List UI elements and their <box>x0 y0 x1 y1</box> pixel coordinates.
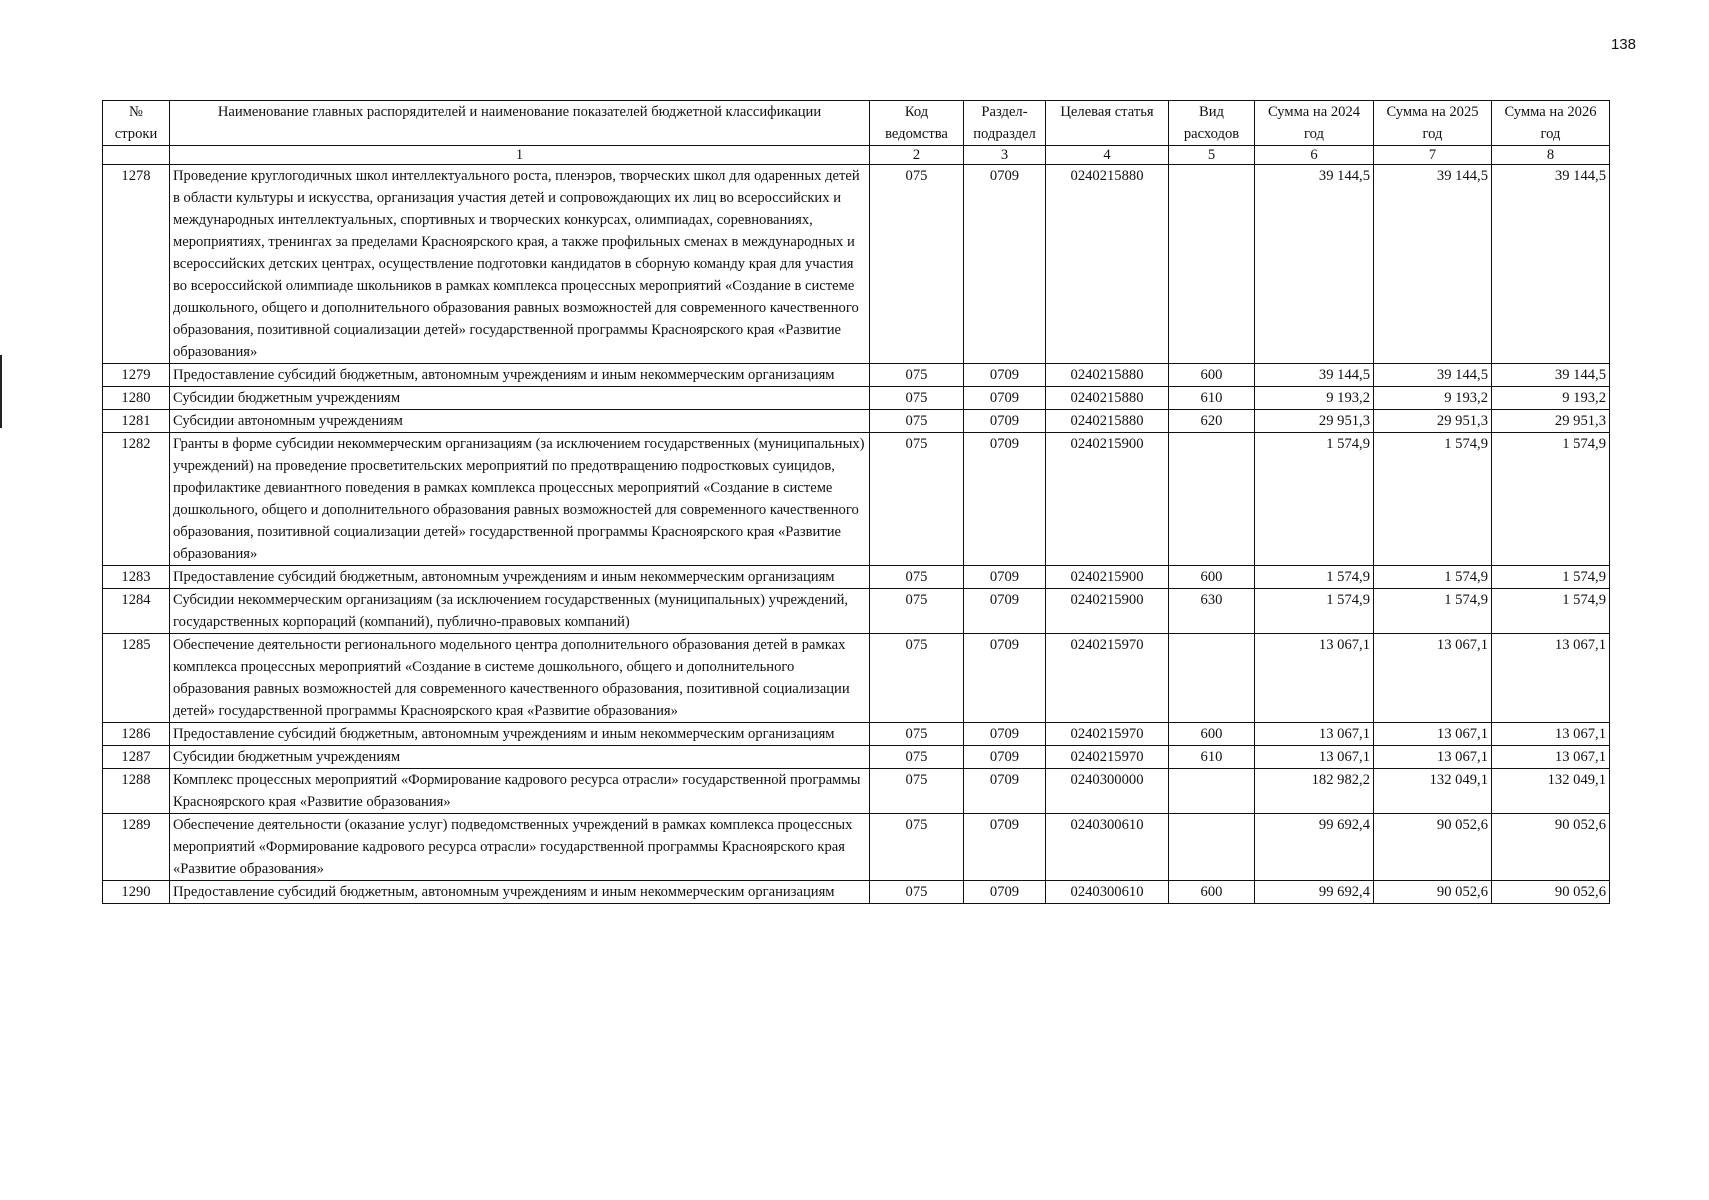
row-section: 0709 <box>964 433 1046 566</box>
row-expense-type: 610 <box>1169 746 1255 769</box>
row-expense-type <box>1169 814 1255 881</box>
row-sum-2024: 39 144,5 <box>1255 364 1374 387</box>
row-sum-2024: 9 193,2 <box>1255 387 1374 410</box>
colnum-4: 4 <box>1046 146 1169 165</box>
row-number: 1288 <box>103 769 170 814</box>
row-section: 0709 <box>964 364 1046 387</box>
row-expense-type: 600 <box>1169 566 1255 589</box>
row-target-item: 0240215880 <box>1046 410 1169 433</box>
row-expense-type <box>1169 433 1255 566</box>
row-name: Комплекс процессных мероприятий «Формирование кадрового ресурса отрасли» государственной программы Красноярского края «Развитие образования» <box>170 769 870 814</box>
table-row <box>103 723 1610 746</box>
row-sum-2026: 1 574,9 <box>1492 433 1610 566</box>
row-target-item: 0240215900 <box>1046 589 1169 634</box>
row-number: 1284 <box>103 589 170 634</box>
row-sum-2026: 29 951,3 <box>1492 410 1610 433</box>
row-sum-2026: 132 049,1 <box>1492 769 1610 814</box>
table-row <box>103 387 1610 410</box>
row-sum-2024: 99 692,4 <box>1255 814 1374 881</box>
colnum-5: 5 <box>1169 146 1255 165</box>
table-header <box>103 101 1610 165</box>
row-dept-code: 075 <box>870 881 964 904</box>
row-target-item: 0240215900 <box>1046 433 1169 566</box>
row-number: 1280 <box>103 387 170 410</box>
row-sum-2025: 90 052,6 <box>1374 881 1492 904</box>
row-target-item: 0240300000 <box>1046 769 1169 814</box>
row-name: Субсидии бюджетным учреждениям <box>170 746 870 769</box>
row-target-item: 0240215880 <box>1046 165 1169 364</box>
table-row <box>103 634 1610 723</box>
row-sum-2026: 90 052,6 <box>1492 814 1610 881</box>
row-name: Гранты в форме субсидии некоммерческим организациям (за исключением государственных (муниципальных) учреждений) на проведение просветительских мероприятий по предотвращению подростковых суицидов, профилактике девиантного поведения в рамках комплекса процессных мероприятий «Создание в системе дошкольного, общего и дополнительного образования равных возможностей для современного качественного образования, позитивной социализации детей» государственной программы Красноярского края «Развитие образования» <box>170 433 870 566</box>
row-sum-2024: 13 067,1 <box>1255 723 1374 746</box>
row-number: 1281 <box>103 410 170 433</box>
table-row <box>103 410 1610 433</box>
header-sum-2024: Сумма на 2024 год <box>1255 101 1374 146</box>
table-row <box>103 881 1610 904</box>
row-sum-2024: 13 067,1 <box>1255 746 1374 769</box>
table-row <box>103 165 1610 364</box>
header-row-no: № строки <box>103 101 170 146</box>
row-number: 1289 <box>103 814 170 881</box>
row-expense-type <box>1169 769 1255 814</box>
row-expense-type: 600 <box>1169 364 1255 387</box>
row-name: Обеспечение деятельности (оказание услуг) подведомственных учреждений в рамках комплекса процессных мероприятий «Формирование кадрового ресурса отрасли» государственной программы Красноярского края «Развитие образования» <box>170 814 870 881</box>
colnum-2: 2 <box>870 146 964 165</box>
row-target-item: 0240215880 <box>1046 387 1169 410</box>
row-sum-2025: 1 574,9 <box>1374 566 1492 589</box>
margin-mark <box>0 355 2 428</box>
row-number: 1285 <box>103 634 170 723</box>
row-name: Обеспечение деятельности регионального модельного центра дополнительного образования детей в рамках комплекса процессных мероприятий «Создание в системе дошкольного, общего и дополнительного образования равных возможностей для современного качественного образования, позитивной социализации детей» государственной программы Красноярского края «Развитие образования» <box>170 634 870 723</box>
row-sum-2024: 29 951,3 <box>1255 410 1374 433</box>
row-sum-2026: 13 067,1 <box>1492 746 1610 769</box>
row-section: 0709 <box>964 814 1046 881</box>
row-section: 0709 <box>964 746 1046 769</box>
row-target-item: 0240215970 <box>1046 746 1169 769</box>
row-sum-2026: 1 574,9 <box>1492 566 1610 589</box>
row-sum-2024: 1 574,9 <box>1255 566 1374 589</box>
row-expense-type: 600 <box>1169 723 1255 746</box>
row-sum-2025: 13 067,1 <box>1374 634 1492 723</box>
row-number: 1278 <box>103 165 170 364</box>
table-body <box>103 165 1610 904</box>
row-dept-code: 075 <box>870 433 964 566</box>
row-target-item: 0240215900 <box>1046 566 1169 589</box>
row-sum-2025: 13 067,1 <box>1374 723 1492 746</box>
header-dept-code: Код ведомства <box>870 101 964 146</box>
row-name: Предоставление субсидий бюджетным, автономным учреждениям и иным некоммерческим организациям <box>170 723 870 746</box>
row-sum-2026: 39 144,5 <box>1492 165 1610 364</box>
row-sum-2024: 1 574,9 <box>1255 589 1374 634</box>
row-sum-2025: 29 951,3 <box>1374 410 1492 433</box>
row-sum-2024: 99 692,4 <box>1255 881 1374 904</box>
table-row <box>103 589 1610 634</box>
row-target-item: 0240215970 <box>1046 634 1169 723</box>
colnum-1: 1 <box>170 146 870 165</box>
row-section: 0709 <box>964 769 1046 814</box>
row-sum-2026: 13 067,1 <box>1492 723 1610 746</box>
row-expense-type <box>1169 634 1255 723</box>
row-sum-2025: 39 144,5 <box>1374 165 1492 364</box>
row-section: 0709 <box>964 589 1046 634</box>
row-sum-2024: 39 144,5 <box>1255 165 1374 364</box>
row-number: 1287 <box>103 746 170 769</box>
row-sum-2025: 39 144,5 <box>1374 364 1492 387</box>
row-dept-code: 075 <box>870 634 964 723</box>
row-dept-code: 075 <box>870 589 964 634</box>
row-section: 0709 <box>964 566 1046 589</box>
row-number: 1290 <box>103 881 170 904</box>
colnum-6: 6 <box>1255 146 1374 165</box>
row-sum-2026: 1 574,9 <box>1492 589 1610 634</box>
row-sum-2026: 13 067,1 <box>1492 634 1610 723</box>
row-number: 1282 <box>103 433 170 566</box>
row-target-item: 0240300610 <box>1046 814 1169 881</box>
table-row <box>103 566 1610 589</box>
table-row <box>103 433 1610 566</box>
table-row <box>103 814 1610 881</box>
row-name: Субсидии автономным учреждениям <box>170 410 870 433</box>
header-row <box>103 101 1610 146</box>
row-name: Проведение круглогодичных школ интеллектуального роста, пленэров, творческих школ для одаренных детей в области культуры и искусства, организация участия детей и сопровождающих их лиц во всероссийских и международных интеллектуальных, спортивных и творческих конкурсах, олимпиадах, соревнованиях, мероприятиях, тренингах за пределами Красноярского края, а также профильных сменах в международных и всероссийских детских центрах, осуществление подготовки кандидатов в сборную команду края для участия во всероссийской олимпиаде школьников в рамках комплекса процессных мероприятий «Создание в системе дошкольного, общего и дополнительного образования равных возможностей для современного качественного образования, позитивной социализации детей» государственной программы Красноярского края «Развитие образования» <box>170 165 870 364</box>
table-row <box>103 364 1610 387</box>
row-section: 0709 <box>964 165 1046 364</box>
row-sum-2025: 1 574,9 <box>1374 589 1492 634</box>
row-section: 0709 <box>964 387 1046 410</box>
row-number: 1283 <box>103 566 170 589</box>
row-sum-2024: 13 067,1 <box>1255 634 1374 723</box>
table-row <box>103 769 1610 814</box>
row-dept-code: 075 <box>870 410 964 433</box>
colnum-3: 3 <box>964 146 1046 165</box>
row-name: Предоставление субсидий бюджетным, автономным учреждениям и иным некоммерческим организациям <box>170 566 870 589</box>
header-name: Наименование главных распорядителей и наименование показателей бюджетной классификации <box>170 101 870 146</box>
row-dept-code: 075 <box>870 746 964 769</box>
row-dept-code: 075 <box>870 364 964 387</box>
row-expense-type: 610 <box>1169 387 1255 410</box>
row-target-item: 0240215970 <box>1046 723 1169 746</box>
row-dept-code: 075 <box>870 723 964 746</box>
table-row <box>103 746 1610 769</box>
colnum-0 <box>103 146 170 165</box>
row-number: 1286 <box>103 723 170 746</box>
row-expense-type: 620 <box>1169 410 1255 433</box>
row-target-item: 0240215880 <box>1046 364 1169 387</box>
row-section: 0709 <box>964 881 1046 904</box>
row-dept-code: 075 <box>870 814 964 881</box>
row-sum-2026: 9 193,2 <box>1492 387 1610 410</box>
row-dept-code: 075 <box>870 769 964 814</box>
row-sum-2025: 90 052,6 <box>1374 814 1492 881</box>
row-dept-code: 075 <box>870 387 964 410</box>
header-sum-2026: Сумма на 2026 год <box>1492 101 1610 146</box>
budget-table <box>102 100 1610 904</box>
header-sum-2025: Сумма на 2025 год <box>1374 101 1492 146</box>
page-number: 138 <box>1610 36 1636 53</box>
row-sum-2025: 13 067,1 <box>1374 746 1492 769</box>
row-name: Субсидии некоммерческим организациям (за исключением государственных (муниципальных) учреждений, государственных корпораций (компаний), публично-правовых компаний) <box>170 589 870 634</box>
column-number-row <box>103 146 1610 165</box>
row-sum-2026: 39 144,5 <box>1492 364 1610 387</box>
row-sum-2024: 182 982,2 <box>1255 769 1374 814</box>
header-target-item: Целевая статья <box>1046 101 1169 146</box>
row-sum-2024: 1 574,9 <box>1255 433 1374 566</box>
row-dept-code: 075 <box>870 566 964 589</box>
header-expense-type: Вид расходов <box>1169 101 1255 146</box>
row-dept-code: 075 <box>870 165 964 364</box>
row-sum-2025: 9 193,2 <box>1374 387 1492 410</box>
row-name: Субсидии бюджетным учреждениям <box>170 387 870 410</box>
colnum-8: 8 <box>1492 146 1610 165</box>
row-expense-type <box>1169 165 1255 364</box>
row-name: Предоставление субсидий бюджетным, автономным учреждениям и иным некоммерческим организациям <box>170 364 870 387</box>
row-expense-type: 630 <box>1169 589 1255 634</box>
row-sum-2025: 132 049,1 <box>1374 769 1492 814</box>
row-number: 1279 <box>103 364 170 387</box>
header-section: Раздел-подраздел <box>964 101 1046 146</box>
row-expense-type: 600 <box>1169 881 1255 904</box>
row-sum-2026: 90 052,6 <box>1492 881 1610 904</box>
row-target-item: 0240300610 <box>1046 881 1169 904</box>
row-name: Предоставление субсидий бюджетным, автономным учреждениям и иным некоммерческим организациям <box>170 881 870 904</box>
colnum-7: 7 <box>1374 146 1492 165</box>
row-section: 0709 <box>964 634 1046 723</box>
row-section: 0709 <box>964 410 1046 433</box>
row-section: 0709 <box>964 723 1046 746</box>
row-sum-2025: 1 574,9 <box>1374 433 1492 566</box>
